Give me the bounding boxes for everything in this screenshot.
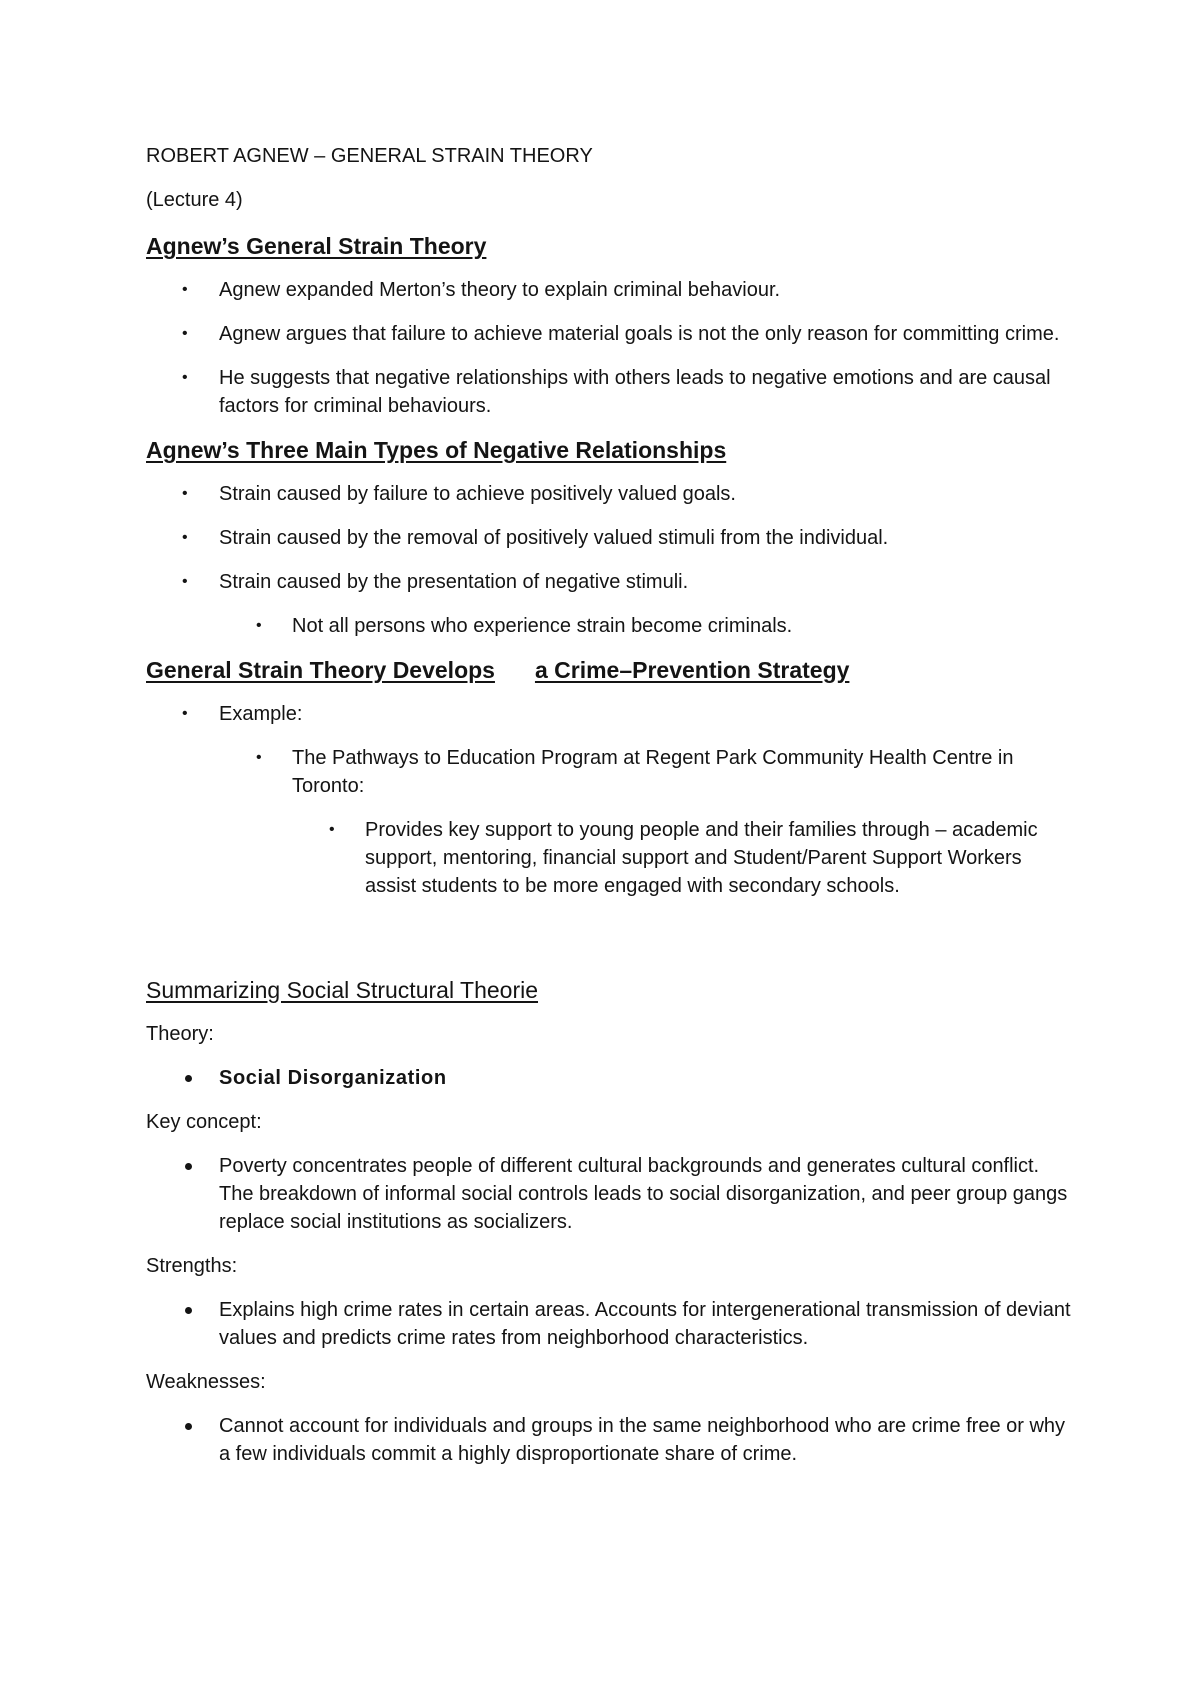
list-item-text: He suggests that negative relationships with others leads to negative emotions and are causal factors for criminal behaviours.	[219, 367, 1051, 417]
heading-part-2: a Crime–Prevention Strategy	[534, 657, 850, 683]
list-item-text: Strain caused by the removal of positively valued stimuli from the individual.	[219, 527, 889, 549]
bullet-icon: •	[182, 705, 188, 722]
strengths-label: Strengths:	[146, 1255, 238, 1277]
bullet-icon: •	[182, 281, 188, 298]
sub-list-item	[146, 612, 1076, 640]
general-strain-list	[146, 276, 1076, 420]
crime-prevention-list	[146, 700, 1076, 900]
list-item	[146, 1412, 1076, 1468]
list-item	[146, 364, 1076, 420]
list-item	[146, 480, 1076, 508]
bullet-icon: •	[256, 749, 262, 766]
strengths-list	[146, 1296, 1076, 1352]
weaknesses-list	[146, 1412, 1076, 1468]
list-item-text: Strain caused by the presentation of negative stimuli.	[219, 571, 689, 593]
sub-sub-list-item	[146, 816, 1076, 900]
bullet-dot-icon	[185, 1307, 192, 1314]
list-item-text: Agnew argues that failure to achieve material goals is not the only reason for committing crime.	[219, 323, 1060, 345]
list-item-text: Provides key support to young people and their families through – academic support, mentoring, financial support and Student/Parent Support Workers assist students to be more engaged with secondary schools.	[365, 819, 1038, 897]
bullet-icon: •	[182, 529, 188, 546]
bullet-icon: •	[182, 573, 188, 590]
bullet-icon: •	[256, 617, 262, 634]
bullet-dot-icon	[185, 1423, 192, 1430]
list-item	[146, 1152, 1076, 1236]
list-item	[146, 700, 1076, 728]
list-item	[146, 276, 1076, 304]
lecture-label: (Lecture 4)	[146, 189, 243, 211]
sub-list-item	[146, 744, 1076, 800]
list-item	[146, 1064, 1076, 1092]
section-heading-negative-relationships: Agnew’s Three Main Types of Negative Relationships	[146, 437, 727, 463]
bullet-icon: •	[182, 325, 188, 342]
bullet-icon: •	[182, 369, 188, 386]
key-concept-label: Key concept:	[146, 1111, 262, 1133]
list-item-text: Not all persons who experience strain become criminals.	[292, 615, 793, 637]
list-item-text: Agnew expanded Merton’s theory to explain criminal behaviour.	[219, 279, 781, 301]
key-concept-list	[146, 1152, 1076, 1236]
bullet-icon: •	[182, 485, 188, 502]
theory-list	[146, 1064, 1076, 1092]
list-item-text: Cannot account for individuals and groups in the same neighborhood who are crime free or why a few individuals commit a highly disproportionate share of crime.	[219, 1415, 1066, 1465]
list-item	[146, 320, 1076, 348]
list-item	[146, 524, 1076, 552]
list-item-text: Example:	[219, 703, 303, 725]
section-heading-crime-prevention	[146, 656, 1076, 684]
bullet-icon: •	[329, 821, 335, 838]
list-item-text: Explains high crime rates in certain areas. Accounts for intergenerational transmission of deviant values and predicts crime rates from neighborhood characteristics.	[219, 1299, 1071, 1349]
document-title: ROBERT AGNEW – GENERAL STRAIN THEORY	[146, 145, 593, 167]
list-item-text: The Pathways to Education Program at Regent Park Community Health Centre in Toronto:	[292, 747, 1014, 797]
list-item-text: Poverty concentrates people of different cultural backgrounds and generates cultural conflict. The breakdown of informal social controls leads to social disorganization, and peer group gangs replace social institutions as socializers.	[219, 1155, 1068, 1233]
list-item-text: Social Disorganization	[219, 1067, 447, 1089]
heading-part-1: General Strain Theory Develops	[146, 657, 495, 683]
bullet-dot-icon	[185, 1163, 192, 1170]
section-heading-general-strain: Agnew’s General Strain Theory	[146, 233, 487, 259]
summary-heading: Summarizing Social Structural Theorie	[146, 977, 539, 1003]
list-item	[146, 1296, 1076, 1352]
list-item	[146, 568, 1076, 596]
bullet-dot-icon	[185, 1075, 192, 1082]
negative-relationships-list	[146, 480, 1076, 640]
list-item-text: Strain caused by failure to achieve positively valued goals.	[219, 483, 736, 505]
document-page	[146, 142, 1076, 1484]
weaknesses-label: Weaknesses:	[146, 1371, 266, 1393]
theory-label: Theory:	[146, 1023, 214, 1045]
